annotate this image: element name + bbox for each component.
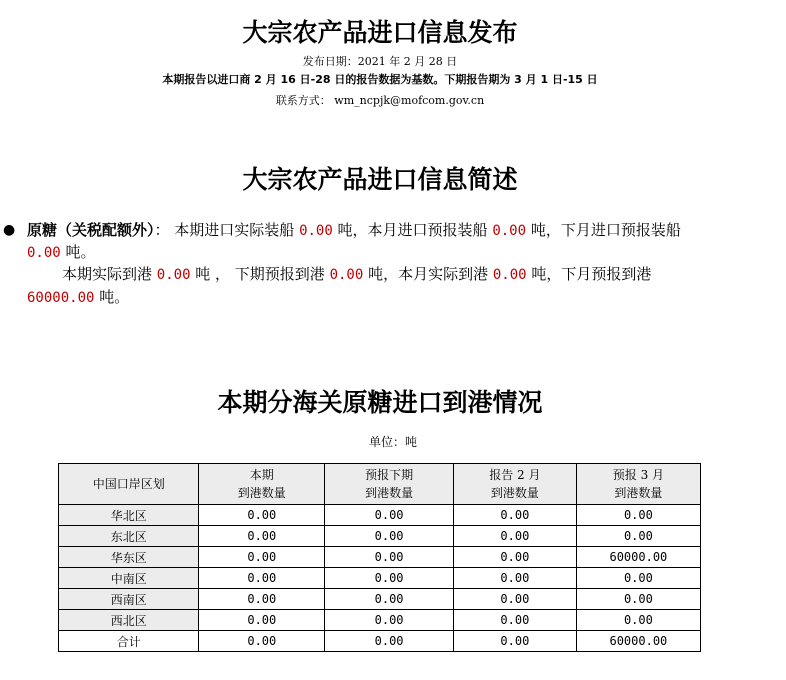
value-cell: 0.00: [325, 589, 454, 610]
region-cell: 华东区: [59, 547, 199, 568]
value-cell: 0.00: [576, 610, 700, 631]
region-cell: 华北区: [59, 505, 199, 526]
summary-line-3: [62, 262, 651, 287]
header-text: 预报下期: [365, 468, 414, 482]
header-feb-report: [453, 464, 576, 505]
value-cell: 60000.00: [576, 547, 700, 568]
header-text: 到港数量: [614, 486, 663, 500]
table-row: [59, 568, 701, 589]
table-row: [59, 505, 701, 526]
header-text: 报告 2 月: [489, 468, 541, 482]
value-cell: 0.00: [325, 547, 454, 568]
page-title: 大宗农产品进口信息发布: [242, 18, 518, 47]
header-region: [59, 464, 199, 505]
value-cell: 0.00: [325, 526, 454, 547]
unit-label: 单位：吨: [368, 435, 417, 449]
value-cell: 0.00: [453, 505, 576, 526]
table-title: 本期分海关原糖进口到港情况: [217, 388, 543, 417]
summary-text: 吨，本月实际到港: [363, 265, 493, 283]
value-cell: 0.00: [453, 589, 576, 610]
value-cell: 0.00: [453, 547, 576, 568]
contact-info: 联系方式： wm_ncpjk@mofcom.gov.cn: [275, 94, 485, 107]
value-cell: 0.00: [325, 568, 454, 589]
total-value-cell: 0.00: [199, 631, 325, 652]
value-cell: 0.00: [325, 505, 454, 526]
total-value-cell: 0.00: [453, 631, 576, 652]
value-cell: 0.00: [325, 610, 454, 631]
actual-arrival-value: 0.00: [156, 267, 191, 283]
value-cell: 0.00: [453, 568, 576, 589]
month-actual-arrival-value: 0.00: [492, 267, 527, 283]
next-period-forecast-arrival-value: 0.00: [329, 267, 364, 283]
table-total-row: [59, 631, 701, 652]
summary-text: 吨 ， 下期预报到港: [190, 265, 330, 283]
region-cell: 东北区: [59, 526, 199, 547]
header-text: 到港数量: [490, 486, 539, 500]
value-cell: 0.00: [453, 526, 576, 547]
table-header-row: [59, 464, 701, 505]
summary-line-4: [27, 285, 129, 310]
region-cell: 西南区: [59, 589, 199, 610]
bullet-icon: ●: [3, 222, 16, 238]
total-value-cell: 0.00: [325, 631, 454, 652]
value-cell: 0.00: [576, 589, 700, 610]
header-next-forecast: [325, 464, 454, 505]
value-cell: 0.00: [453, 610, 576, 631]
header-text: 中国口岸区划: [92, 477, 165, 491]
value-cell: 0.00: [576, 526, 700, 547]
value-cell: 0.00: [199, 526, 325, 547]
product-name: 原糖（关税配额外）: [27, 221, 155, 239]
month-forecast-shipment-value: 0.00: [492, 223, 527, 239]
value-cell: 0.00: [576, 505, 700, 526]
summary-title: 大宗农产品进口信息简述: [242, 165, 518, 194]
value-cell: 0.00: [576, 568, 700, 589]
arrival-table: [58, 463, 701, 652]
header-text: 到港数量: [237, 486, 286, 500]
actual-shipment-value: 0.00: [299, 223, 333, 239]
header-text: 到港数量: [365, 486, 414, 500]
header-mar-forecast: [576, 464, 700, 505]
value-cell: 0.00: [199, 568, 325, 589]
summary-text: 吨。: [60, 243, 96, 261]
publish-date: 发布日期：2021 年 2 月 28 日: [302, 55, 458, 68]
table-row: [59, 589, 701, 610]
total-label-cell: 合计: [59, 631, 199, 652]
total-value-cell: 60000.00: [576, 631, 700, 652]
region-cell: 西北区: [59, 610, 199, 631]
summary-text: 吨，本月进口预报装船: [332, 221, 493, 239]
value-cell: 0.00: [199, 547, 325, 568]
next-month-forecast-arrival-value: 60000.00: [27, 290, 95, 306]
header-text: 预报 3 月: [612, 468, 665, 482]
summary-line-1: [27, 218, 681, 243]
value-cell: 0.00: [199, 610, 325, 631]
region-cell: 中南区: [59, 568, 199, 589]
table-row: [59, 547, 701, 568]
summary-text: 本期实际到港: [62, 265, 157, 283]
header-current-arrival: [199, 464, 325, 505]
report-period-note: 本期报告以进口商 2 月 16 日-28 日的报告数据为基数。下期报告期为 3 月 1 日-15 日: [162, 73, 598, 86]
header-text: 本期: [249, 468, 274, 482]
next-month-forecast-shipment-value: 0.00: [27, 245, 61, 261]
summary-text: 吨，下月进口预报装船: [526, 221, 681, 239]
table-row: [59, 526, 701, 547]
value-cell: 0.00: [199, 505, 325, 526]
summary-text: ： 本期进口实际装船: [154, 221, 300, 239]
summary-text: 吨。: [94, 288, 130, 306]
table-row: [59, 610, 701, 631]
summary-text: 吨，下月预报到港: [526, 265, 652, 283]
value-cell: 0.00: [199, 589, 325, 610]
